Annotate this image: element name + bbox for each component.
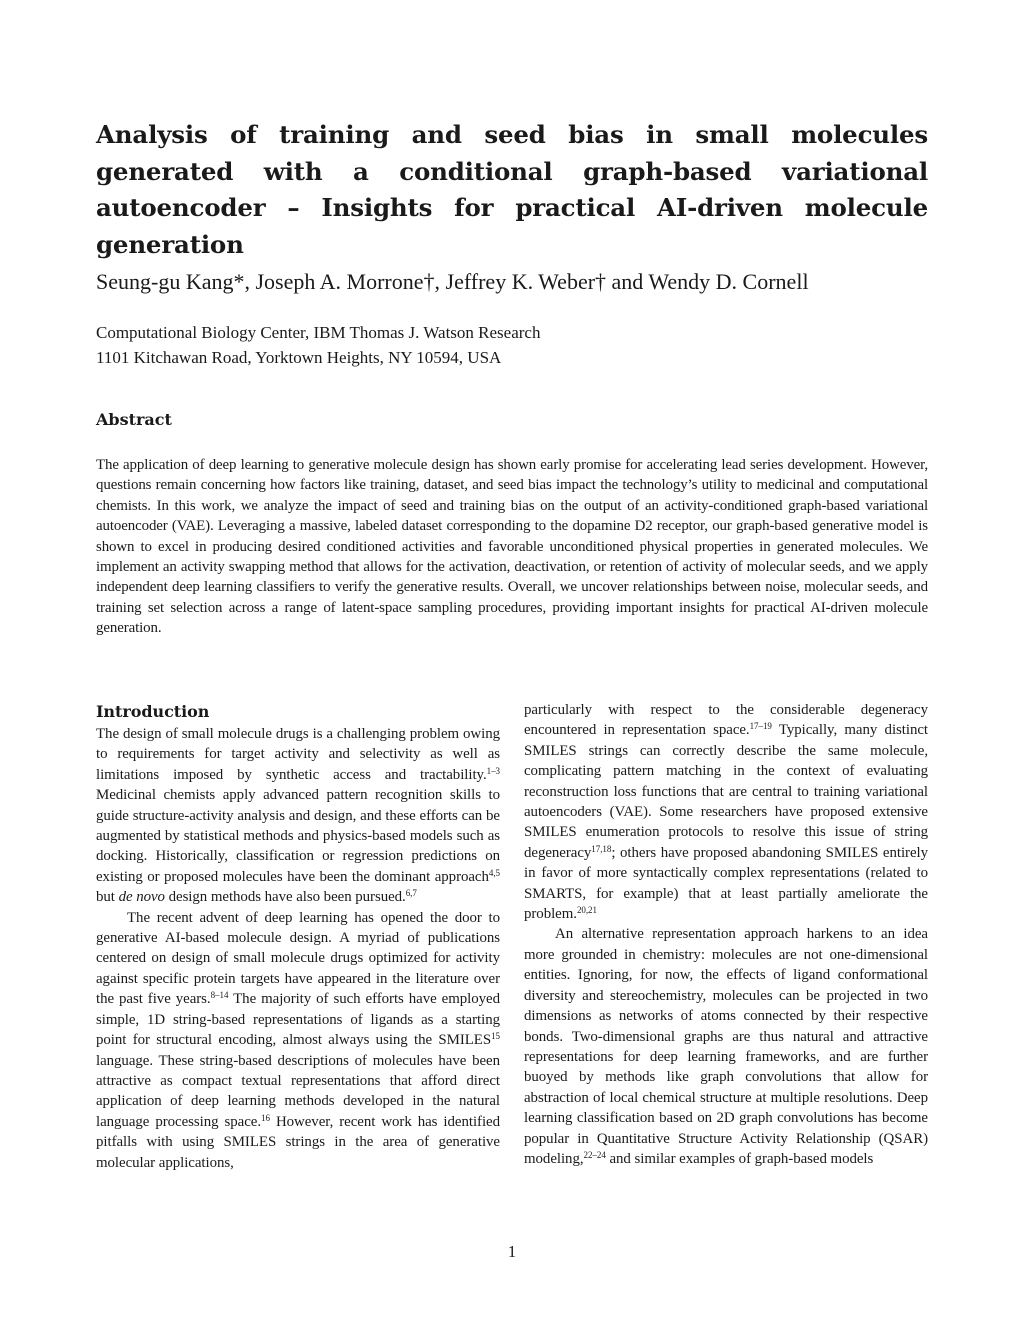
intro-paragraph-3: particularly with respect to the considerable degeneracy encountered in representation space.$^{17-19}$ Typically, many distinct SMILES strings can correctly describe the same molecule, complicating pattern matching in the context of evaluating reconstruction loss functions that are central to training variational autoencoders (VAE). Some researchers have proposed extensive SMILES enumeration protocols to resolve this issue of string degeneracy$^{17,18}$; others have proposed abandoning SMILES entirely in favor of more syntactically complex representations (related to SMARTS, for example) that at least partially ameliorate the problem.$^{20,21}$	[524, 702, 928, 923]
left-column	[96, 700, 500, 1173]
right-column	[524, 700, 928, 1169]
citation: 15	[491, 1031, 500, 1042]
citation: 8–14	[210, 990, 229, 1001]
introduction-heading: Introduction	[96, 702, 210, 721]
citation: 17,18	[591, 843, 612, 854]
affiliation-address: 1101 Kitchawan Road, Yorktown Heights, NY 10594, USA	[96, 348, 502, 367]
citation: 16	[261, 1112, 270, 1123]
affiliation	[96, 320, 928, 370]
abstract-heading: Abstract	[96, 410, 172, 429]
citation: 6,7	[405, 888, 417, 899]
citation: 17–19	[749, 721, 772, 732]
intro-paragraph-4: An alternative representation approach harkens to an idea more grounded in chemistry: molecules are not one-dimensional entities. Ignoring, for now, the effects of ligand conformational diversity and stereochemistry, molecules can be projected in two dimensions as networks of atoms connected by their respective bonds. Two-dimensional graphs are thus natural and attractive representations for deep learning frameworks, and are further buoyed by methods like graph convolutions that allow for abstraction of local chemical structure at multiple resolutions. Deep learning classification based on 2D graph convolutions has become popular in Quantitative Structure Activity Relationship (QSAR) modeling,$^{22-24}$ and similar examples of graph-based models	[524, 926, 928, 1167]
intro-paragraph-1: The design of small molecule drugs is a challenging problem owing to requirements for target activity and selectivity as well as limitations imposed by synthetic access and tractability.$^{1-3}$ Medicinal chemists apply advanced pattern recognition skills to guide structure-activity analysis and design, and these efforts can be augmented by statistical methods and physics-based models such as docking. Historically, classification or regression predictions on existing or proposed molecules have been the dominant approach$^{4,5}$ but de novo design methods have also been pursued.$^{6,7}$	[96, 726, 500, 906]
abstract-text: The application of deep learning to generative molecule design has shown early promise for accelerating lead series development. However, questions remain concerning how factors like training, dataset, and seed bias impact the technology’s utility to medicinal and computational chemists. In this work, we analyze the impact of seed and training bias on the output of an activity-conditioned graph-based variational autoencoder (VAE). Leveraging a massive, labeled dataset corresponding to the dopamine D2 receptor, our graph-based generative model is shown to excel in producing desired conditioned activities and favorable unconditioned physical properties in generated molecules. We implement an activity swapping method that allows for the activation, deactivation, or retention of activity of molecular seeds, and we apply independent deep learning classifiers to verify the generative results. Overall, we uncover relationships between noise, molecular seeds, and training set selection across a range of latent-space sampling procedures, providing important insights for practical AI-driven molecule generation.	[96, 457, 928, 637]
paper-title: Analysis of training and seed bias in small molecules generated with a conditional graph-based variational autoencoder – Insights for practical AI-driven molecule generation	[96, 120, 928, 259]
citation: 1–3	[486, 765, 500, 776]
citation: 22–24	[583, 1149, 606, 1160]
author-list: Seung-gu Kang*, Joseph A. Morrone†, Jeffrey K. Weber† and Wendy D. Cornell	[96, 269, 809, 294]
intro-paragraph-2: The recent advent of deep learning has opened the door to generative AI-based molecule design. A myriad of publications centered on design of small molecule drugs optimized for activity against specific protein targets have appeared in the literature over the past five years.$^{8-14}$ The majority of such efforts have employed simple, 1D string-based representations of ligands as a starting point for structural encoding, almost always using the SMILES$^{15}$ language. These string-based descriptions of molecules have been attractive as compact textual representations that afford direct application of deep learning methods developed in the natural language processing space.$^{16}$ However, recent work has identified pitfalls with using SMILES strings in the area of generative molecular applications,	[96, 909, 500, 1171]
citation: 4,5	[488, 867, 500, 878]
affiliation-institution: Computational Biology Center, IBM Thomas J. Watson Research	[96, 323, 541, 342]
citation: 20,21	[576, 905, 597, 916]
page-number: 1	[507, 1242, 517, 1261]
